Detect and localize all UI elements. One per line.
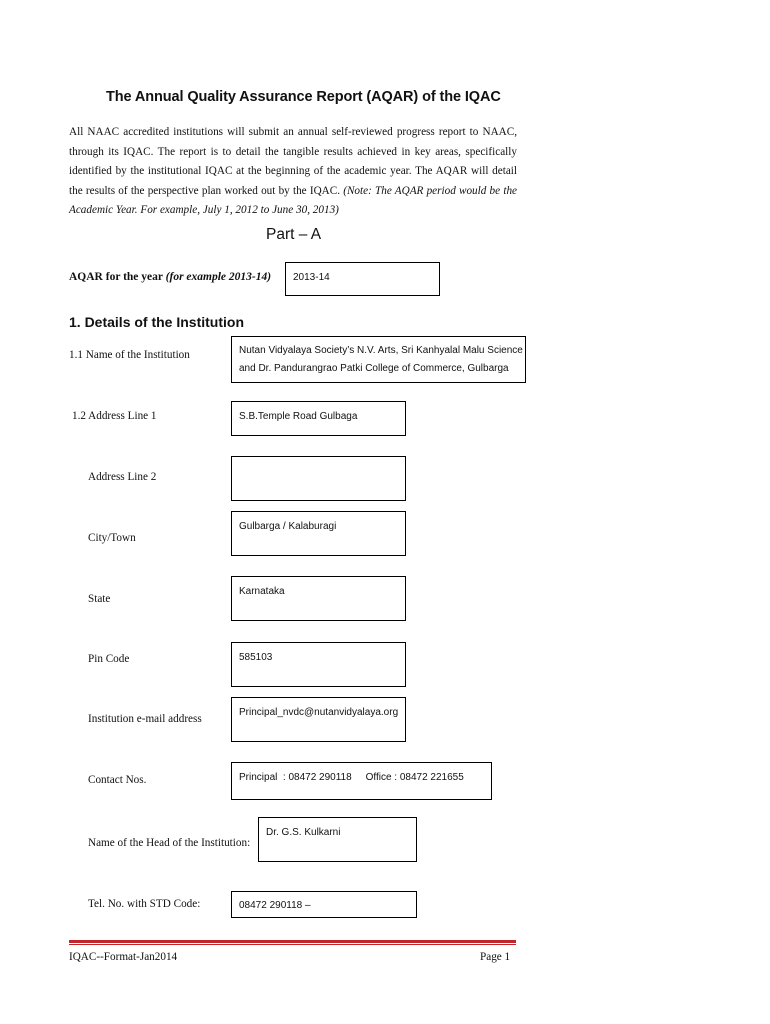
address-line2-field[interactable] (231, 456, 406, 501)
aqar-year-label: AQAR for the year (for example 2013-14) (69, 271, 272, 283)
address-line2-label: Address Line 2 (88, 471, 157, 483)
footer-rule-thin (69, 944, 516, 945)
section-heading: 1. Details of the Institution (69, 314, 245, 330)
footer-rule-thick (69, 940, 516, 943)
city-label: City/Town (88, 532, 136, 544)
city-field[interactable]: Gulbarga / Kalaburagi (231, 511, 406, 556)
address-line1-field[interactable]: S.B.Temple Road Gulbaga (231, 401, 406, 436)
intro-note: (Note: The AQAR period would be the Academic Year. For example, July 1, 2012 to June 30, 2013) (69, 184, 517, 216)
part-heading: Part – A (266, 226, 322, 243)
email-field[interactable]: Principal_nvdc@nutanvidyalaya.org (231, 697, 406, 742)
document-title: The Annual Quality Assurance Report (AQAR) of the IQAC (106, 89, 501, 105)
footer-format-code: IQAC--Format-Jan2014 (69, 951, 178, 963)
institution-name-label: 1.1 Name of the Institution (69, 349, 190, 361)
intro-paragraph (69, 123, 517, 221)
tel-label: Tel. No. with STD Code: (88, 898, 201, 910)
head-label: Name of the Head of the Institution: (88, 837, 251, 849)
tel-field[interactable]: 08472 290118 – (231, 891, 417, 918)
pin-code-label: Pin Code (88, 653, 130, 665)
footer-page-number: Page 1 (480, 951, 511, 963)
institution-name-field[interactable]: Nutan Vidyalaya Society’s N.V. Arts, Sri Kanhyalal Malu Science and Dr. Pandurangrao Patki College of Commerce, Gulbarga (231, 336, 526, 383)
pin-code-field[interactable]: 585103 (231, 642, 406, 687)
contact-field[interactable]: Principal : 08472 290118 Office : 08472 221655 (231, 762, 492, 800)
address-line1-label: 1.2 Address Line 1 (72, 410, 157, 422)
email-label: Institution e-mail address (88, 713, 202, 725)
intro-text: All NAAC accredited institutions will submit an annual self-reviewed progress report to NAAC, through its IQAC. The report is to detail the tangible results achieved in key areas, specifically identified by the institutional IQAC at the beginning of the academic year. The AQAR will detail the results of the perspective plan worked out by the IQAC. (69, 126, 517, 197)
aqar-year-field[interactable]: 2013-14 (285, 262, 440, 296)
state-field[interactable]: Karnataka (231, 576, 406, 621)
contact-label: Contact Nos. (88, 774, 147, 786)
head-field[interactable]: Dr. G.S. Kulkarni (258, 817, 417, 862)
state-label: State (88, 593, 111, 605)
